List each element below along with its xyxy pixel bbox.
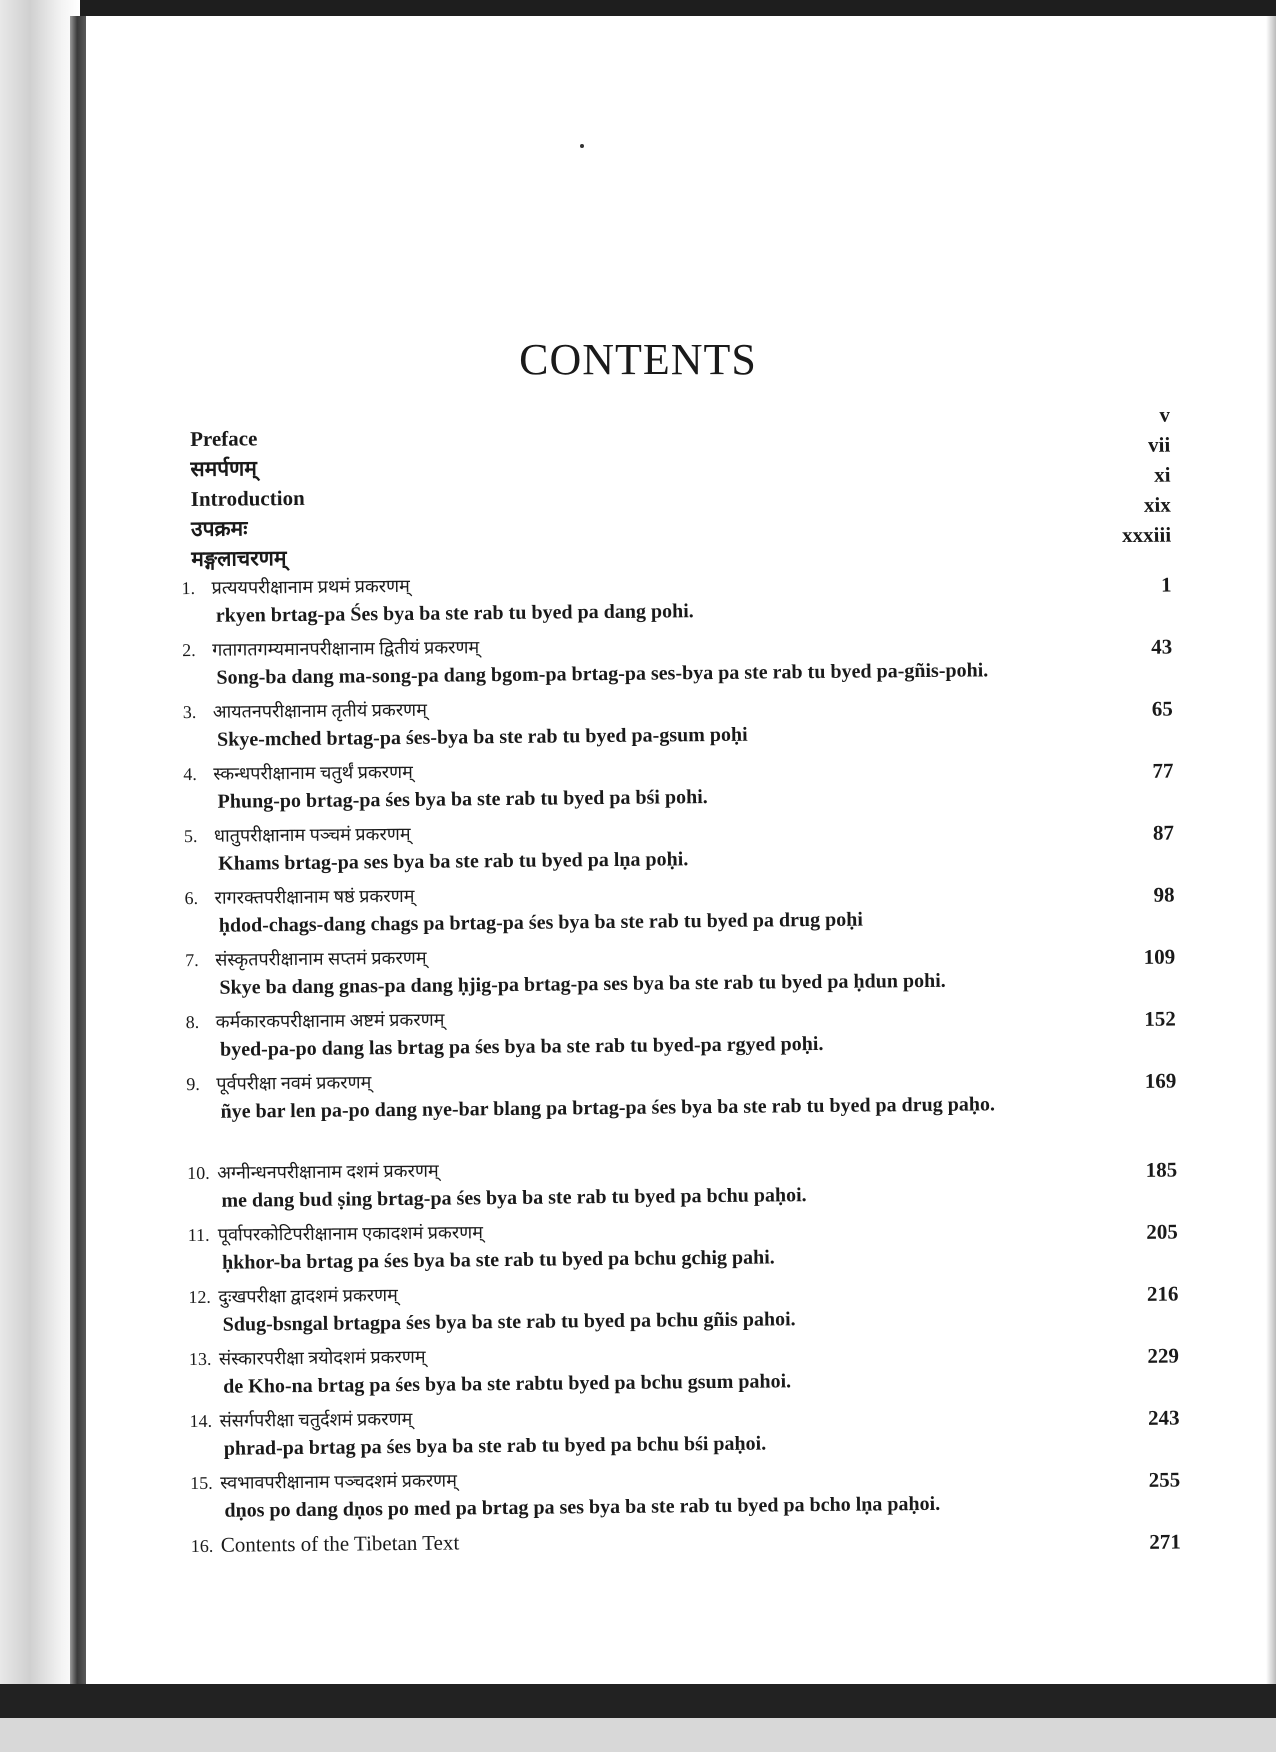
page-number: xi [1154, 462, 1171, 487]
sanskrit-text: कर्मकारकपरीक्षानाम अष्टमं प्रकरणम् [215, 1009, 445, 1032]
page-number: 98 [1153, 882, 1175, 907]
chapter-number: 9. [186, 1073, 200, 1095]
chapter-number: 8. [185, 1011, 200, 1033]
chapter-tibetan-title: Skye-mched brtag-pa śes-bya ba ste rab tu byed pa-gsum poḥi [216, 723, 748, 751]
entry-label: Introduction [190, 485, 305, 511]
sanskrit-text: रागरक्तपरीक्षानाम षष्ठं प्रकरणम् [214, 885, 415, 908]
chapter-number: 12. [188, 1286, 211, 1308]
sanskrit-text: संसर्गपरीक्षा चतुर्दशमं प्रकरणम् [219, 1408, 413, 1431]
ink-speck [580, 144, 584, 148]
page-number: xxxiii [1121, 522, 1172, 548]
sanskrit-text: गतागतगम्यमानपरीक्षानाम द्वितीयं प्रकरणम् [212, 637, 480, 660]
entry-label: समर्पणम् [190, 456, 257, 481]
chapter-tibetan-title: dṇos po dang dṇos po med pa brtag pa ses bya ba ste rab tu byed pa bcho lṇa paḥoi. [224, 1492, 941, 1522]
page-number: 205 [1146, 1219, 1178, 1244]
chapter-tibetan-title: Song-ba dang ma-song-pa dang bgom-pa brtag-pa ses-bya pa ste rab tu byed pa-gñis-pohi. [216, 659, 989, 689]
entry-label: Preface [190, 426, 258, 451]
page-number: 255 [1148, 1467, 1181, 1492]
page-number: 87 [1152, 820, 1175, 845]
chapter-list [181, 565, 1181, 1531]
chapter-tibetan-title: Sdug-bsngal brtagpa śes bya ba ste rab tu byed pa bchu gñis pahoi. [222, 1308, 796, 1336]
chapter-number: 16. [190, 1535, 214, 1557]
scan-bottom-edge [0, 1684, 1276, 1752]
chapter-number: 13. [188, 1348, 212, 1370]
chapter-tibetan-title: de Kho-na brtag pa śes bya ba ste rabtu byed pa bchu gsum pahoi. [223, 1370, 792, 1398]
page-number: 65 [1151, 696, 1173, 721]
front-matter-list [190, 402, 1172, 574]
page-number: xix [1143, 492, 1171, 517]
sanskrit-text: संस्कारपरीक्षा त्रयोदशमं प्रकरणम् [218, 1346, 426, 1369]
final-entry-label: Contents of the Tibetan Text [220, 1530, 460, 1557]
chapter-number: 1. [181, 577, 196, 599]
page-number: 77 [1152, 758, 1174, 783]
sanskrit-text: पूर्वापरकोटिपरीक्षानाम एकादशमं प्रकरणम् [217, 1222, 484, 1245]
chapter-tibetan-title: ḥkhor-ba brtag pa śes bya ba ste rab tu byed pa bchu gchig pahi. [221, 1246, 775, 1274]
page-number: 43 [1151, 634, 1173, 659]
entry-label: मङ्गलाचरणम् [191, 546, 287, 571]
page-number: v [1159, 402, 1171, 427]
chapter-number: 4. [183, 763, 197, 785]
sanskrit-text: स्वभावपरीक्षानाम पञ्चदशमं प्रकरणम् [220, 1470, 458, 1493]
page-number: 185 [1145, 1157, 1178, 1182]
sanskrit-text: आयतनपरीक्षानाम तृतीयं प्रकरणम् [212, 699, 428, 722]
chapter-tibetan-title: ñye bar len pa-po dang nye-bar blang pa brtag-pa śes bya ba ste rab tu byed pa drug paḥo. [220, 1093, 996, 1123]
chapter-tibetan-title: phrad-pa brtag pa śes bya ba ste rab tu byed pa bchu bśi paḥoi. [223, 1432, 767, 1460]
chapter-tibetan-title: ḥdod-chags-dang chags pa brtag-pa śes bya ba ste rab tu byed pa drug poḥi [218, 908, 863, 937]
sanskrit-text: स्कन्धपरीक्षानाम चतुर्थं प्रकरणम् [213, 761, 413, 784]
sanskrit-text: प्रत्ययपरीक्षानाम प्रथमं प्रकरणम् [211, 575, 410, 598]
page-number: 109 [1143, 944, 1176, 969]
sanskrit-text: अग्नीन्धनपरीक्षानाम दशमं प्रकरणम् [217, 1160, 439, 1183]
page-number: 216 [1146, 1281, 1179, 1306]
sanskrit-text: धातुपरीक्षानाम पञ्चमं प्रकरणम् [213, 823, 411, 846]
page-number: vii [1147, 432, 1171, 457]
chapter-tibetan-title: Phung-po brtag-pa śes bya ba ste rab tu byed pa bśi pohi. [217, 786, 708, 813]
sanskrit-text: पूर्वपरीक्षा नवमं प्रकरणम् [216, 1072, 372, 1094]
book-spine-shadow [70, 16, 86, 1686]
sanskrit-text: संस्कृतपरीक्षानाम सप्तमं प्रकरणम् [215, 947, 427, 970]
chapter-number: 3. [182, 701, 197, 723]
scan-right-edge [1266, 16, 1276, 1684]
page-number: 152 [1144, 1006, 1176, 1031]
scan-left-margin [0, 0, 80, 1752]
page-number: 229 [1147, 1343, 1180, 1368]
chapter-tibetan-title: Khams brtag-pa ses bya ba ste rab tu byed pa lṇa poḥi. [218, 848, 689, 875]
page-number: 271 [1149, 1529, 1181, 1554]
chapter-number: 7. [185, 949, 199, 971]
chapter-number: 5. [183, 825, 198, 847]
chapter-tibetan-title: Skye ba dang gnas-pa dang ḥjig-pa brtag-pa ses bya ba ste rab tu byed pa ḥdun pohi. [219, 969, 946, 999]
chapter-number: 11. [187, 1224, 210, 1246]
chapter-number: 14. [189, 1410, 213, 1432]
table-of-contents [181, 402, 1181, 1560]
page-number: 1 [1160, 572, 1172, 597]
chapter-tibetan-title: rkyen brtag-pa Śes bya ba ste rab tu byed pa dang pohi. [215, 600, 694, 627]
chapter-tibetan-title: me dang bud ṣing brtag-pa śes bya ba ste rab tu byed pa bchu paḥoi. [221, 1184, 807, 1212]
sanskrit-text: दुःखपरीक्षा द्वादशमं प्रकरणम् [218, 1285, 398, 1307]
chapter-number: 10. [187, 1162, 210, 1184]
page-number: 243 [1147, 1405, 1180, 1430]
chapter-tibetan-title: byed-pa-po dang las brtag pa śes bya ba ste rab tu byed-pa rgyed poḥi. [219, 1032, 824, 1061]
page-number: 169 [1144, 1068, 1177, 1093]
scan-top-edge [0, 0, 1276, 16]
page-title: CONTENTS [519, 335, 757, 384]
chapter-number: 6. [184, 887, 199, 909]
entry-label: उपक्रमः [190, 516, 248, 541]
chapter-number: 2. [182, 639, 196, 661]
chapter-number: 15. [190, 1472, 213, 1494]
